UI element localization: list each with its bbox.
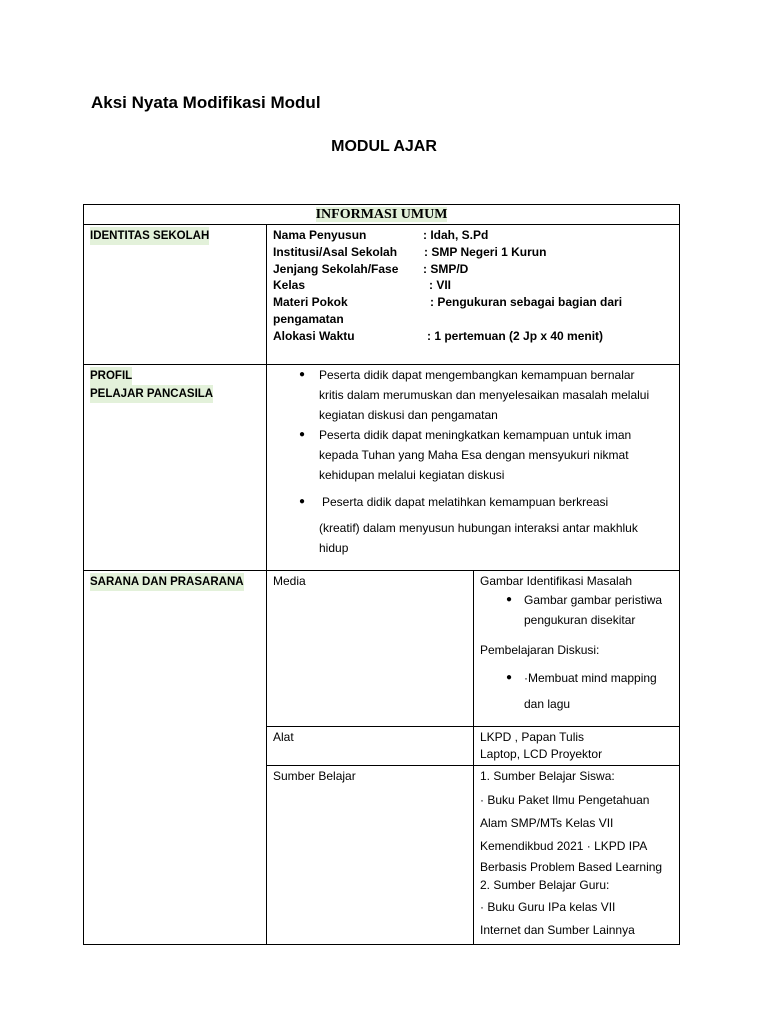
media-b2-line2: dan lagu: [524, 697, 571, 711]
nama-key: Nama Penyusun: [273, 228, 367, 242]
profil-b2-line2: kepada Tuhan yang Maha Esa dengan mensyukuri nikmat: [319, 448, 629, 462]
media-bullet-2: [480, 665, 675, 717]
media-list-2: [480, 665, 675, 717]
section-title: INFORMASI UMUM: [315, 207, 448, 222]
bullet-icon: ●: [299, 369, 306, 380]
profil-bullet-2: [273, 425, 675, 485]
media-bullet-1: [480, 590, 675, 630]
profil-label-line2: PELAJAR PANCASILA: [90, 385, 213, 403]
identitas-label: IDENTITAS SEKOLAH: [90, 227, 209, 245]
identitas-row: [84, 225, 680, 365]
sumber-line8: Internet dan Sumber Lainnya: [480, 923, 635, 937]
profil-content: [267, 365, 680, 571]
media-b1-line1: Gambar gambar peristiwa: [524, 593, 663, 607]
sumber-line2: · Buku Paket Ilmu Pengetahuan: [480, 793, 650, 807]
media-b2-line1: ·Membuat mind mapping: [524, 671, 657, 685]
sumber-content: [474, 766, 680, 945]
profil-bullet-1: [273, 365, 675, 425]
media-list-1: [480, 590, 675, 630]
kelas-value: : VII: [429, 278, 452, 293]
media-line1: Gambar Identifikasi Masalah: [480, 574, 633, 588]
media-content: [474, 571, 680, 727]
sumber-line6: 2. Sumber Belajar Guru:: [480, 878, 610, 892]
bullet-icon: ●: [299, 496, 306, 507]
kelas-key: Kelas: [273, 278, 306, 293]
document-title: Aksi Nyata Modifikasi Modul: [91, 93, 321, 112]
profil-b1-line3: kegiatan diskusi dan pengamatan: [319, 408, 498, 422]
profil-label-line1: PROFIL: [90, 367, 132, 385]
nama-value: : Idah, S.Pd: [423, 228, 489, 242]
alokasi-value: : 1 pertemuan (2 Jp x 40 menit): [427, 328, 604, 343]
bullet-icon: ●: [506, 594, 513, 605]
profil-b2-line3: kehidupan melalui kegiatan diskusi: [319, 468, 505, 482]
profil-b1-line1: Peserta didik dapat mengembangkan kemampuan bernalar: [319, 368, 635, 382]
sarana-label: SARANA DAN PRASARANA: [90, 573, 244, 591]
informasi-umum-table: [83, 204, 680, 945]
profil-bullet-list: [273, 365, 675, 558]
institusi-value: : SMP Negeri 1 Kurun: [424, 244, 547, 259]
profil-b3-line3: hidup: [319, 541, 349, 555]
media-label: Media: [273, 574, 306, 588]
alat-content: [474, 727, 680, 766]
materi-key: Materi Pokok: [273, 295, 348, 310]
jenjang-key: Jenjang Sekolah/Fase: [273, 261, 399, 276]
alat-line2: Laptop, LCD Proyektor: [480, 747, 603, 761]
profil-b3-line2: (kreatif) dalam menyusun hubungan interaksi antar makhluk: [319, 521, 638, 535]
profil-b1-line2: kritis dalam merumuskan dan menyelesaikan masalah melalui: [319, 388, 650, 402]
materi-value-cont: pengamatan: [273, 311, 344, 326]
module-heading: MODUL AJAR: [331, 138, 437, 155]
media-row: [84, 571, 680, 727]
alat-label: Alat: [273, 730, 294, 744]
profil-b2-line1: Peserta didik dapat meningkatkan kemampuan untuk iman: [319, 428, 632, 442]
sumber-line1: 1. Sumber Belajar Siswa:: [480, 769, 615, 783]
profil-b3-line1: Peserta didik dapat melatihkan kemampuan berkreasi: [322, 495, 609, 509]
alokasi-key: Alokasi Waktu: [273, 328, 355, 343]
alat-line1: LKPD , Papan Tulis: [480, 730, 585, 744]
section-header-row: [84, 205, 680, 225]
materi-value: : Pengukuran sebagai bagian dari: [430, 295, 623, 310]
institusi-key: Institusi/Asal Sekolah: [273, 244, 398, 259]
profil-row: [84, 365, 680, 571]
sumber-label: Sumber Belajar: [273, 769, 356, 783]
media-b1-line2: pengukuran disekitar: [524, 613, 636, 627]
sumber-line7: · Buku Guru IPa kelas VII: [480, 900, 616, 914]
bullet-icon: ●: [299, 429, 306, 440]
sumber-line5: Berbasis Problem Based Learning: [480, 860, 663, 874]
media-line2: Pembelajaran Diskusi:: [480, 643, 600, 657]
identitas-details: [267, 225, 680, 365]
profil-bullet-3: [273, 492, 675, 558]
sumber-line4: Kemendikbud 2021 · LKPD IPA: [480, 839, 648, 853]
sumber-line3: Alam SMP/MTs Kelas VII: [480, 816, 614, 830]
jenjang-value: : SMP/D: [423, 261, 469, 276]
bullet-icon: ●: [506, 672, 513, 683]
